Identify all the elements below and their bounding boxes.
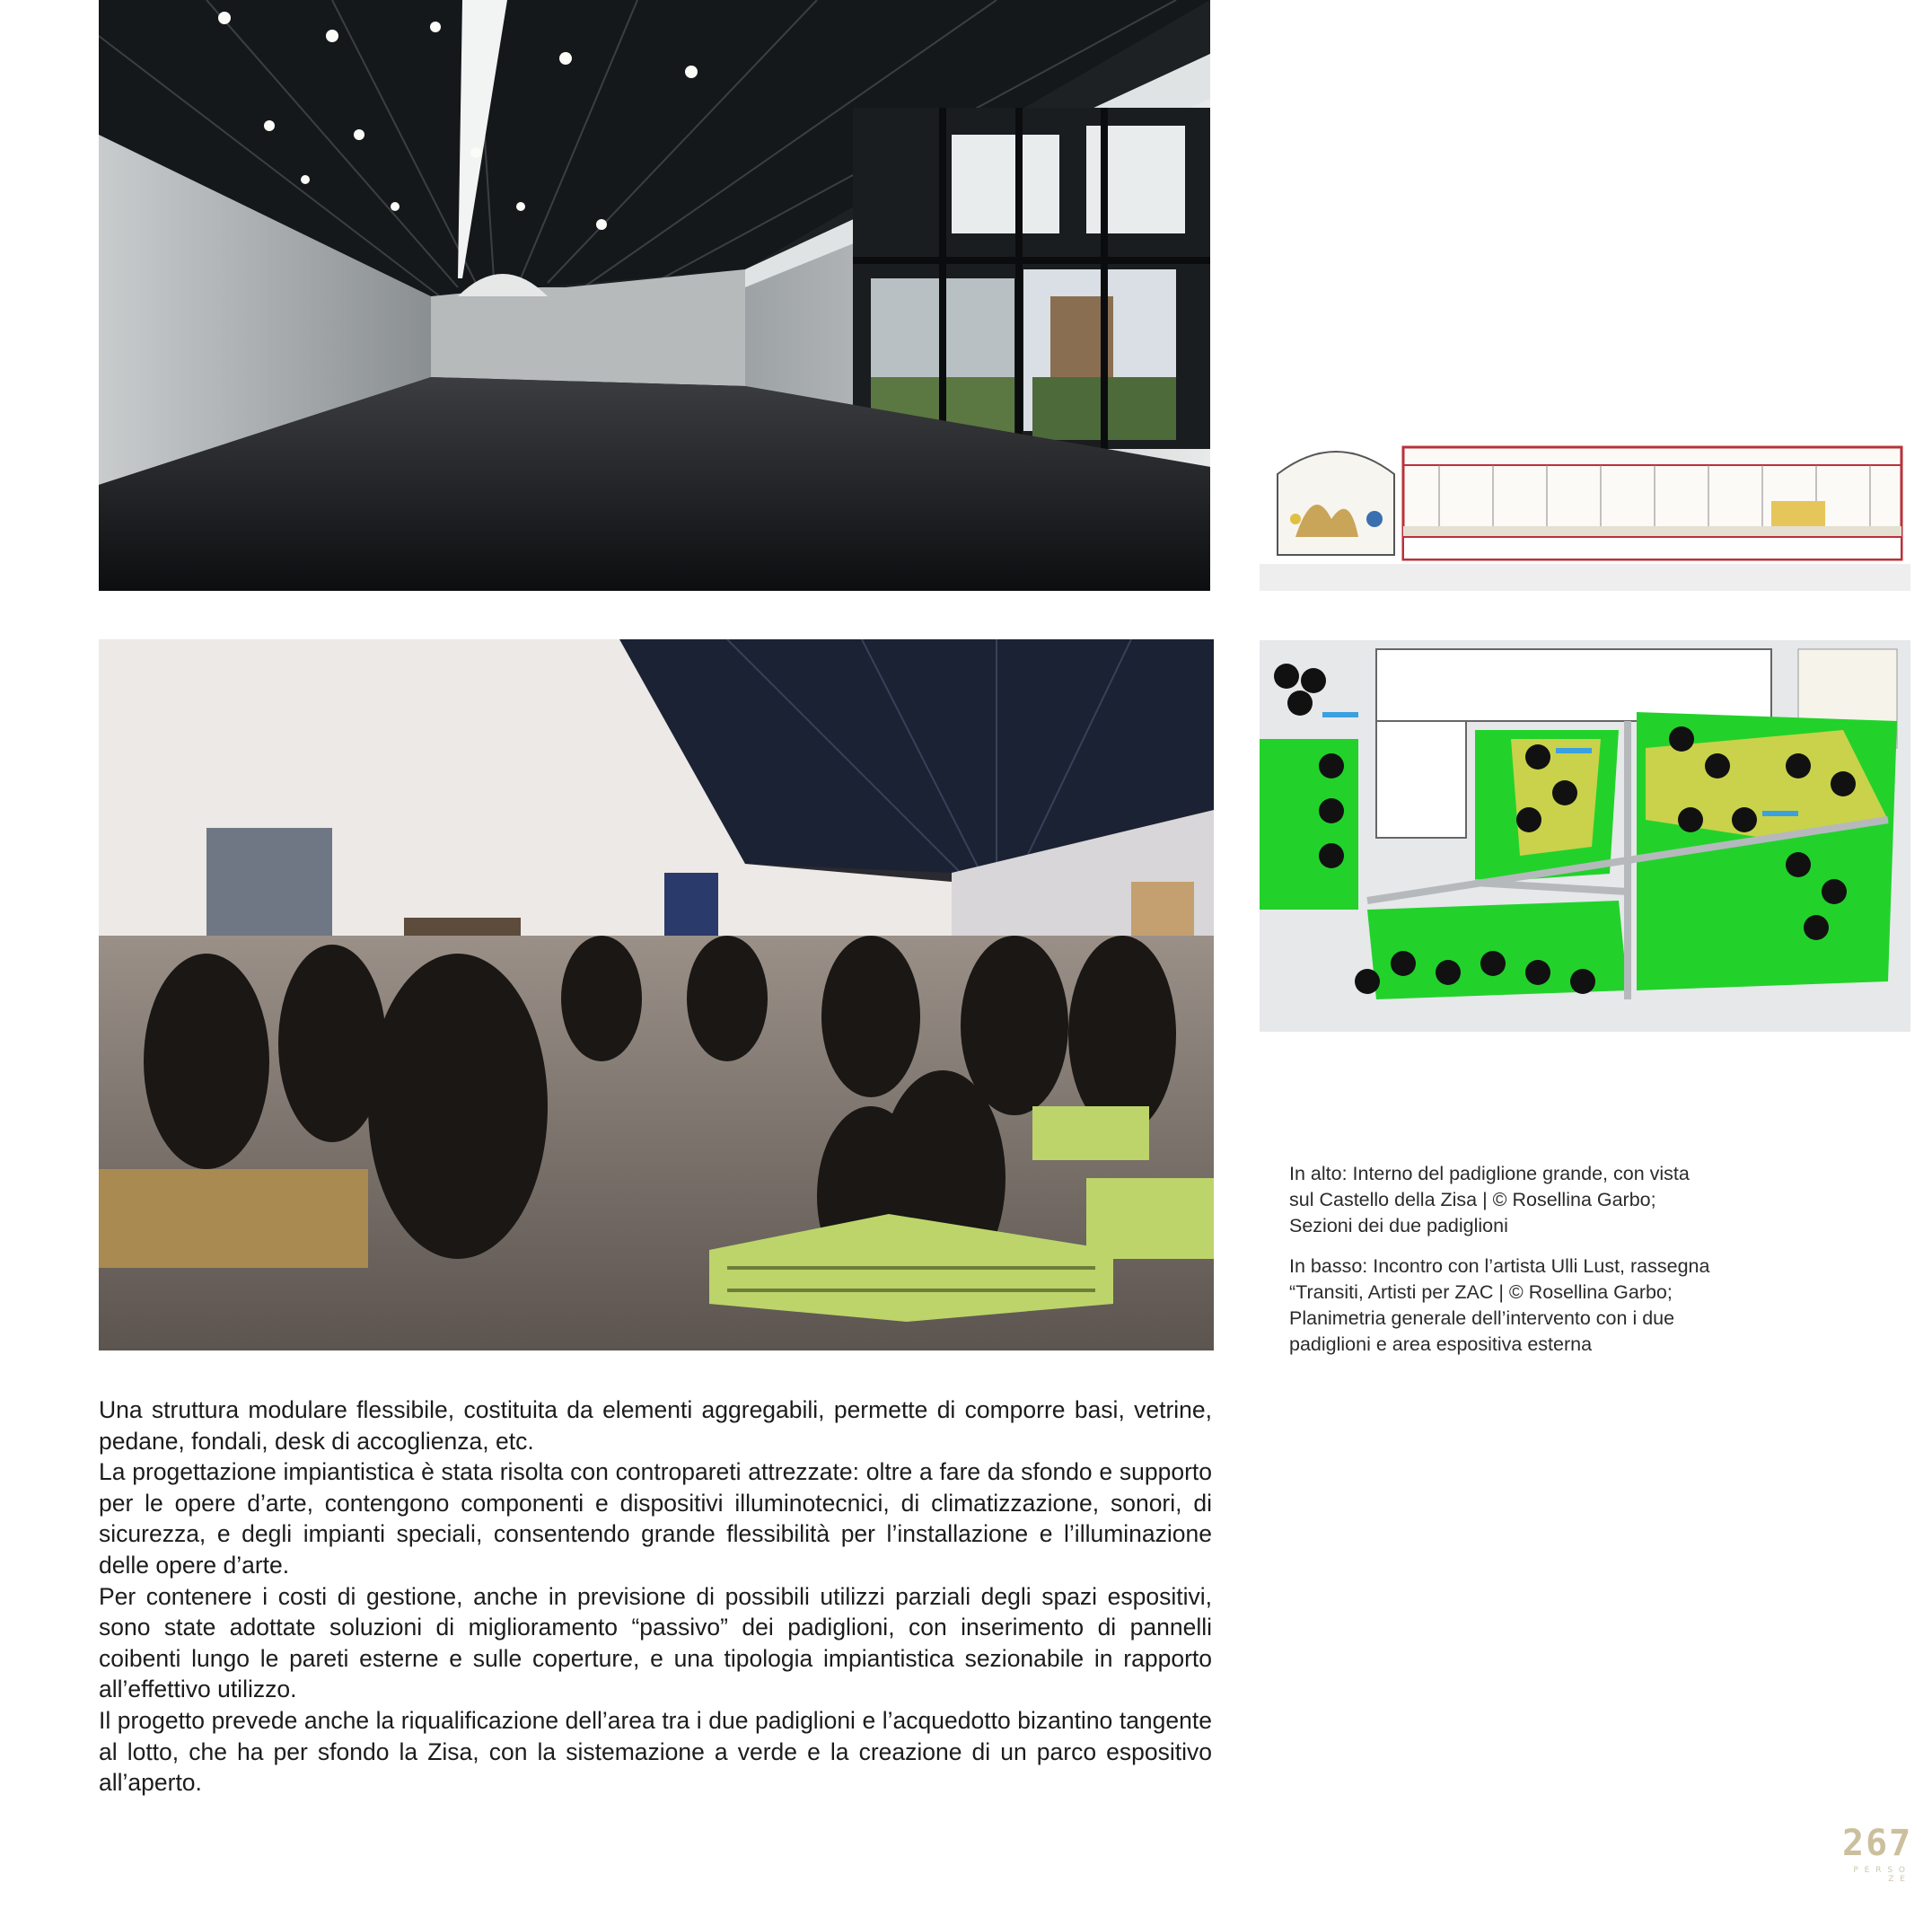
caption-bottom-line-3: Planimetria generale dell’intervento con i due (1289, 1307, 1675, 1329)
photo-artist-meeting (99, 639, 1214, 1350)
body-paragraph: Una struttura modulare flessibile, costituita da elementi aggregabili, permette di comporre basi, vetrine, pedane, fondali, desk di accoglienza, etc. (99, 1396, 1212, 1455)
body-paragraph: Il progetto prevede anche la riqualificazione dell’area tra i due padiglioni e l’acquedotto bizantino tangente al lotto, che ha per sfondo la Zisa, con la sistemazione a verde e la creazione di un parco espositivo all’aperto. (99, 1706, 1212, 1797)
sections-drawing-image (1260, 411, 1910, 591)
pavilion-interior-image (99, 0, 1210, 591)
photo-pavilion-interior (99, 0, 1210, 591)
body-paragraph: Per contenere i costi di gestione, anche in previsione di possibili utilizzi parziali degli spazi espositivi, sono state adottate soluzioni di miglioramento “passivo” dei padiglioni, con inserimento di pannelli coibenti lungo le pareti esterne e sulle coperture, e una tipologia impiantistica sezionabile in rapporto all’effettivo utilizzo. (99, 1582, 1212, 1703)
page-number-subtitle: P E R S O Z E (1853, 1866, 1907, 1884)
caption-bottom-line-2: “Transiti, Artisti per ZAC | © Rosellina Garbo; (1289, 1281, 1673, 1303)
caption-bottom (1289, 1254, 1864, 1358)
page-number: 267 (1842, 1823, 1913, 1864)
caption-bottom-line-4: padiglioni e area espositiva esterna (1289, 1333, 1593, 1355)
caption-top-line-1: In alto: Interno del padiglione grande, con vista (1289, 1163, 1690, 1184)
caption-bottom-line-1: In basso: Incontro con l’artista Ulli Lust, rassegna (1289, 1255, 1710, 1277)
pavilion-sections-drawing (1260, 411, 1910, 591)
caption-top (1289, 1161, 1864, 1239)
caption-top-line-3: Sezioni dei due padiglioni (1289, 1215, 1508, 1236)
caption-top-line-2: sul Castello della Zisa | © Rosellina Garbo; (1289, 1189, 1656, 1210)
site-masterplan (1260, 640, 1910, 1032)
masterplan-image (1260, 640, 1910, 1032)
artist-meeting-image (99, 639, 1214, 1350)
body-paragraph: La progettazione impiantistica è stata risolta con contropareti attrezzate: oltre a fare da sfondo e supporto per le opere d’arte, contengono componenti e dispositivi illuminotecnici, di climatizzazione, sonori, di sicurezza, e degli impianti speciali, consentendo grande flessibilità per l’installazione e l’illuminazione delle opere d’arte. (99, 1458, 1212, 1579)
body-text (99, 1394, 1212, 1799)
